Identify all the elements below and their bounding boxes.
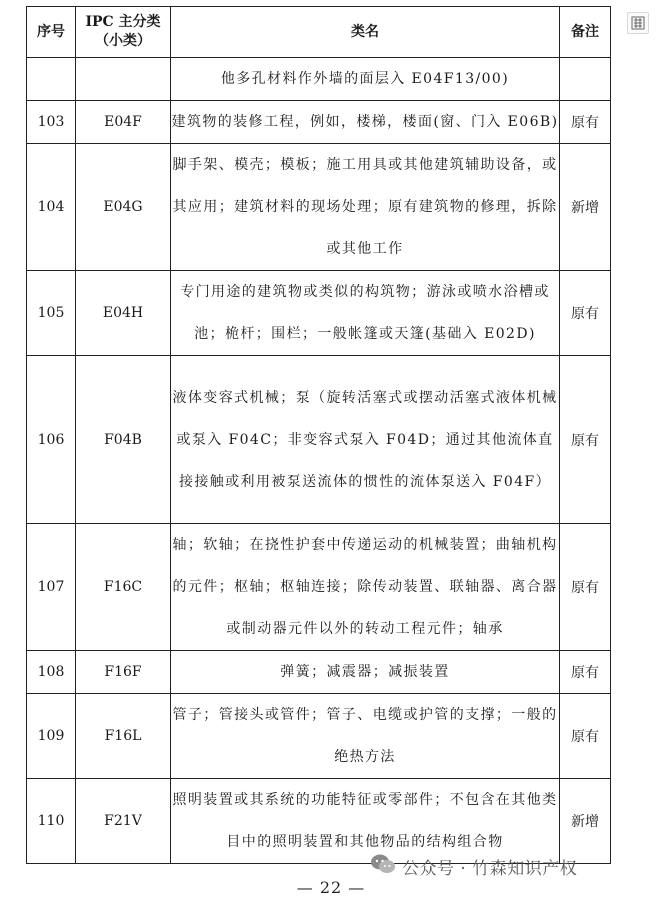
cell-note: 原有: [560, 694, 611, 779]
cell-ipc: [76, 58, 171, 101]
cell-note: 新增: [560, 144, 611, 271]
table-row: [27, 779, 611, 864]
cell-name: 液体变容式机械；泵（旋转活塞式或摆动活塞式液体机械或泵入 F04C；非变容式泵入 F04D；通过其他流体直接接触或利用被泵送流体的惯性的流体泵送入 F04F）: [171, 356, 560, 524]
cell-ipc: E04G: [76, 144, 171, 271]
table-row: [27, 694, 611, 779]
scan-icon[interactable]: [627, 12, 649, 34]
cell-name: 专门用途的建筑物或类似的构筑物；游泳或喷水浴槽或池；桅杆；围栏；一般帐篷或天篷(基础入 E02D): [171, 271, 560, 356]
cell-no: 110: [27, 779, 76, 864]
cell-name: 管子；管接头或管件；管子、电缆或护管的支撑；一般的绝热方法: [171, 694, 560, 779]
cell-no: 108: [27, 651, 76, 694]
cell-note: 新增: [560, 779, 611, 864]
header-ipc-label: IPC 主分类: [85, 14, 161, 30]
page-number: — 22 —: [296, 878, 366, 897]
header-ipc-sub: （小类）: [95, 33, 151, 49]
header-name: 类名: [171, 7, 560, 58]
cell-name: 他多孔材料作外墙的面层入 E04F13/00): [171, 58, 560, 101]
table-header-row: [27, 7, 611, 58]
cell-ipc: F21V: [76, 779, 171, 864]
table-row-continuation: [27, 58, 611, 101]
table-row: [27, 101, 611, 144]
cell-name: 照明装置或其系统的功能特征或零部件；不包含在其他类目中的照明装置和其他物品的结构组合物: [171, 779, 560, 864]
table-row: [27, 144, 611, 271]
cell-name: 脚手架、模壳；模板；施工用具或其他建筑辅助设备，或其应用；建筑材料的现场处理；原有建筑物的修理，拆除或其他工作: [171, 144, 560, 271]
wechat-account-name: 公众号 · 竹森知识产权: [402, 858, 578, 879]
cell-note: 原有: [560, 356, 611, 524]
cell-no: 106: [27, 356, 76, 524]
cell-note: 原有: [560, 651, 611, 694]
cell-ipc: F04B: [76, 356, 171, 524]
cell-ipc: F16C: [76, 524, 171, 651]
cell-note: 原有: [560, 101, 611, 144]
cell-no: 107: [27, 524, 76, 651]
cell-no: [27, 58, 76, 101]
table-row: [27, 524, 611, 651]
wechat-account-watermark[interactable]: [370, 852, 577, 880]
cell-ipc: F16L: [76, 694, 171, 779]
wechat-icon: [370, 853, 396, 880]
cell-name: 建筑物的装修工程，例如，楼梯，楼面(窗、门入 E06B): [171, 101, 560, 144]
header-ipc: [76, 7, 171, 58]
table-row: [27, 271, 611, 356]
cell-ipc: F16F: [76, 651, 171, 694]
cell-no: 104: [27, 144, 76, 271]
cell-note: 原有: [560, 271, 611, 356]
cell-no: 103: [27, 101, 76, 144]
header-no: 序号: [27, 7, 76, 58]
cell-no: 109: [27, 694, 76, 779]
header-note: 备注: [560, 7, 611, 58]
cell-note: 原有: [560, 524, 611, 651]
table-row: [27, 651, 611, 694]
cell-note: [560, 58, 611, 101]
cell-ipc: E04F: [76, 101, 171, 144]
cell-ipc: E04H: [76, 271, 171, 356]
table-row: [27, 356, 611, 524]
cell-name: 弹簧；减震器；减振装置: [171, 651, 560, 694]
cell-no: 105: [27, 271, 76, 356]
ipc-classification-table: [26, 6, 611, 864]
cell-name: 轴；软轴；在挠性护套中传递运动的机械装置；曲轴机构的元件；枢轴；枢轴连接；除传动装置、联轴器、离合器或制动器元件以外的转动工程元件；轴承: [171, 524, 560, 651]
